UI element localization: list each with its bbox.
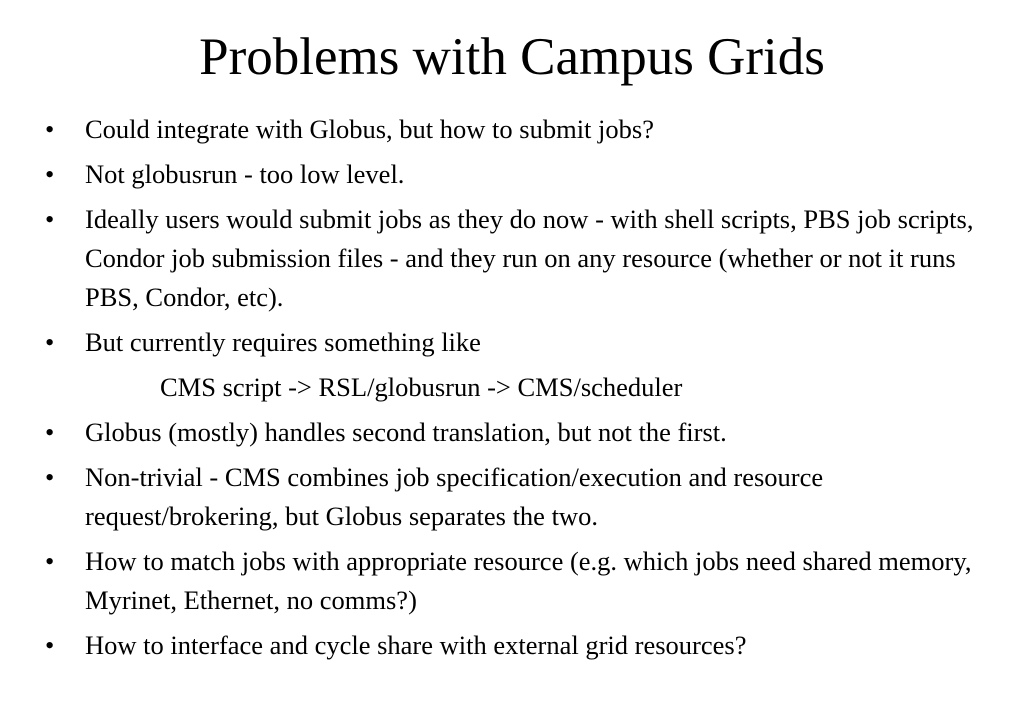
bullet-text: Could integrate with Globus, but how to submit jobs?	[85, 114, 654, 144]
bullet-text: How to interface and cycle share with external grid resources?	[85, 630, 747, 660]
bullet-text: Globus (mostly) handles second translation, but not the first.	[85, 417, 727, 447]
bullet-item	[45, 413, 985, 452]
bullet-list	[45, 110, 985, 671]
bullet-marker: •	[45, 159, 55, 189]
bullet-item	[45, 626, 985, 665]
bullet-marker: •	[45, 327, 55, 357]
bullet-item	[45, 200, 985, 317]
bullet-marker: •	[45, 546, 55, 576]
bullet-text: Not globusrun - too low level.	[85, 159, 405, 189]
bullet-item	[45, 110, 985, 149]
bullet-marker: •	[45, 630, 55, 660]
bullet-marker: •	[45, 204, 55, 234]
bullet-marker: •	[45, 462, 55, 492]
bullet-marker: •	[45, 114, 55, 144]
bullet-item	[45, 155, 985, 194]
bullet-marker: •	[45, 417, 55, 447]
bullet-text: Non-trivial - CMS combines job specification/execution and resource request/brokering, but Globus separates the two.	[85, 462, 824, 531]
indented-line: CMS script -> RSL/globusrun -> CMS/scheduler	[160, 372, 683, 402]
bullet-item	[45, 458, 985, 536]
slide-title: Problems with Campus Grids	[199, 28, 825, 86]
bullet-text: Ideally users would submit jobs as they do now - with shell scripts, PBS job scripts, Condor job submission files - and they run on any resource (whether or not it runs PBS, Condor, etc).	[85, 204, 974, 312]
bullet-item	[45, 542, 985, 620]
bullet-text: How to match jobs with appropriate resource (e.g. which jobs need shared memory, Myrinet, Ethernet, no comms?)	[85, 546, 972, 615]
bullet-text: But currently requires something like	[85, 327, 481, 357]
bullet-item	[45, 323, 985, 362]
